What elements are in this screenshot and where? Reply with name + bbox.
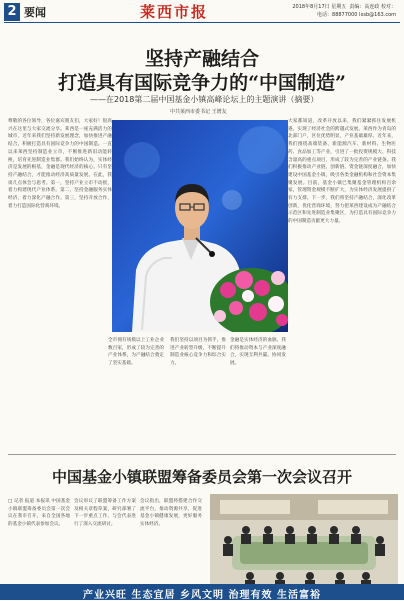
article1-subhead: ——在2018第二届中国基金小镇高峰论坛上的主题演讲（摘要） — [90, 95, 319, 104]
page-number: 2 — [4, 3, 20, 21]
issue-date: 2018年8月17日 星期五 责编：高连政 校对： — [292, 4, 396, 10]
article2-headline: 中国基金小镇联盟筹备委员会第一次会议召开 — [51, 468, 352, 486]
section-title: 要闻 — [24, 6, 46, 19]
article1-headline-line2: 打造具有国际竞争力的“中国制造” — [58, 72, 346, 94]
footer-banner — [0, 584, 404, 600]
article2-body-1: □ 记者 报道 本报讯 中国基金小镇联盟筹备委员会第一次会议在我市召开，来自全国各地的基金小镇代表参加会议。 — [8, 499, 70, 528]
article2-body-2: 会议审议了联盟筹备工作方案及相关章程草案，研究部署了下一步重点工作，与会代表进行了深入交流研讨。 — [74, 499, 136, 528]
masthead: 莱西市报 — [140, 3, 209, 21]
header-rule — [4, 22, 400, 23]
article2-body-3: 会议指出，联盟将搭建合作交流平台，推动资源共享，促进基金小镇健康发展，更好服务实体经济。 — [140, 499, 202, 528]
meeting-photo — [210, 494, 398, 586]
article1-body-right: 大家都知道，改革开放以来，我们紧紧抓住发展机遇，实现了经济社会的跨越式发展。莱西作为青岛的北部门户，区位优势明显，产业基础雄厚。近年来，我们围绕高端装备、新能源汽车、新材料、生物医药、食品加工等产业，引进了一批投资规模大、科技含量高的重点项目，形成了较为完善的产业链条。我们积极推动产业链、创新链、资金链深度融合，加快建设中国基金小镇，吸引各类金融机构和社会资本集聚发展。目前，基金小镇已集聚基金管理机构百余家，管理资金规模不断扩大，为实体经济发展提供了有力支撑。下一步，我们将坚持产融结合，深化改革创新，优化营商环境，努力把莱西建设成为产融结合示范区和先进制造业集聚区，为打造具有国际竞争力的中国制造贡献更大力量。 — [288, 119, 396, 225]
article1-byline: 中共莱西市委书记 王增友 — [170, 109, 227, 115]
contact-info: 电话：88877000 lxsb@163.com — [317, 12, 396, 18]
article1-body-mid2: 我们坚持以项目为抓手，推进产业转型升级，不断提升制造业核心竞争力和综合实力。 — [170, 338, 226, 367]
article1-body-mid1: 全市拥有规模以上工业企业数百家，形成了较为完善的产业体系，为产融结合奠定了坚实基础。 — [108, 338, 164, 367]
article1-headline-line1: 坚持产融结合 — [144, 48, 259, 70]
article-divider — [8, 454, 396, 455]
footer-slogan: 产业兴旺 生态宜居 乡风文明 治理有效 生活富裕 — [83, 590, 321, 601]
page-header — [0, 0, 404, 26]
article1-body-left: 尊敬的各位领导，各位嘉宾朋友们，大家好！很高兴在这里与大家交流分享。莱西是一座充满活力的城市，近年来我们坚持新发展理念，加快推进产融结合，积极打造具有国际竞争力的中国制造。一直以来莱西坚持制造业立市，不断推进新旧动能转换，培育先进制造业集群。我们始终认为，实体经济是发展的根基，金融是现代经济的核心。只有坚持产融结合，才能推动经济高质量发展。在此，我谈几点体会与思考。第一，坚持产业立市不动摇，着力构建现代产业体系。第二，坚持金融服务实体经济，着力深化产融合作。第三，坚持开放合作，着力打造国际化营商环境。 — [8, 119, 112, 209]
article1-body-mid3: 金融是实体经济的血脉，我们将推动资本与产业深度融合，实现互利共赢、协同发展。 — [230, 338, 286, 367]
speaker-photo — [112, 120, 288, 332]
